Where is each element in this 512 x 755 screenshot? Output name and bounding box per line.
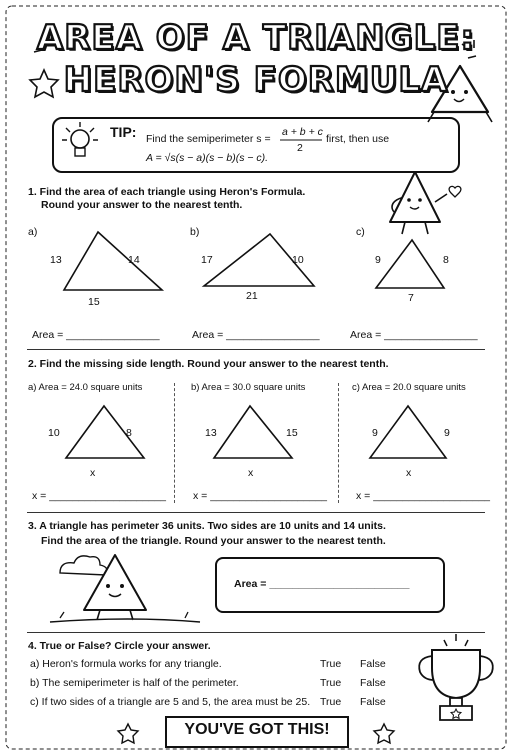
q2a-left-side: 10 (48, 427, 60, 439)
q1a-left-side: 13 (50, 254, 62, 266)
q2c-left-side: 9 (372, 427, 378, 439)
q1c-left-side: 9 (375, 254, 381, 266)
q4-heading: 4. True or False? Circle your answer. (28, 640, 211, 652)
q2c-right-side: 9 (444, 427, 450, 439)
q1a-right-side: 14 (128, 254, 140, 266)
q4a-false-option[interactable]: False (360, 658, 386, 670)
q3-subheading: Find the area of the triangle. Round your answer to the nearest tenth. (41, 535, 386, 547)
q1b-answer: Area = ________________ (192, 329, 320, 341)
tip-fraction-numerator: a + b + c (282, 126, 323, 138)
q2a-right-side: 8 (126, 427, 132, 439)
trophy-icon (419, 634, 493, 720)
q2-heading: 2. Find the missing side length. Round your answer to the nearest tenth. (28, 358, 389, 370)
tip-fraction-denominator: 2 (297, 142, 303, 154)
triangle-mascot-icon (50, 555, 200, 622)
q2a-answer: x = ____________________ (32, 490, 167, 502)
tip-text-1: Find the semiperimeter s = (146, 133, 271, 145)
q4c-statement: c) If two sides of a triangle are 5 and 5, the area must be 25. (30, 696, 311, 708)
divider (27, 349, 485, 350)
tip-text-2: first, then use (326, 133, 390, 145)
q1c-triangle (372, 236, 452, 292)
divider (27, 512, 485, 513)
star-icon (374, 724, 394, 743)
heart-icon (449, 186, 461, 197)
q1c-label: c) (356, 226, 365, 238)
q2a-label: a) Area = 24.0 square units (28, 382, 143, 393)
q2b-label: b) Area = 30.0 square units (191, 382, 306, 393)
q1c-answer: Area = ________________ (350, 329, 478, 341)
q2a-base: x (90, 467, 96, 479)
q4c-true-option[interactable]: True (320, 696, 342, 708)
q2b-right-side: 15 (286, 427, 298, 439)
q2c-answer: x = ____________________ (356, 490, 491, 502)
tip-formula: A = √s(s − a)(s − b)(s − c). (146, 152, 269, 164)
q1-heading: 1. Find the area of each triangle using Heron's Formula. (28, 186, 306, 198)
q4b-true-option[interactable]: True (320, 677, 342, 689)
q4b-statement: b) The semiperimeter is half of the perimeter. (30, 677, 239, 689)
q2b-left-side: 13 (205, 427, 217, 439)
page-title: AREA OF A TRIANGLE: (36, 18, 476, 58)
q3-heading: 3. A triangle has perimeter 36 units. Two sides are 10 units and 14 units. (28, 520, 386, 532)
q2c-base: x (406, 467, 412, 479)
q4a-statement: a) Heron's formula works for any triangle. (30, 658, 222, 670)
q1b-label: b) (190, 226, 200, 238)
q4c-false-option[interactable]: False (360, 696, 386, 708)
column-divider (338, 383, 339, 503)
page-subtitle: HERON'S FORMULA (63, 60, 449, 100)
q1a-label: a) (28, 226, 38, 238)
tip-label: TIP: (110, 124, 137, 140)
q1c-base: 7 (408, 292, 414, 304)
q1a-answer: Area = ________________ (32, 329, 160, 341)
q1c-right-side: 8 (443, 254, 449, 266)
q2c-triangle (366, 402, 452, 462)
q2b-base: x (248, 467, 254, 479)
q1b-right-side: 10 (292, 254, 304, 266)
triangle-mascot-icon (390, 172, 461, 234)
q2b-answer: x = ____________________ (193, 490, 328, 502)
q4b-false-option[interactable]: False (360, 677, 386, 689)
divider (27, 632, 485, 633)
q1a-base: 15 (88, 296, 100, 308)
q1b-base: 21 (246, 290, 258, 302)
q1a-triangle (60, 228, 170, 298)
q1b-left-side: 17 (201, 254, 213, 266)
column-divider (174, 383, 175, 503)
star-icon (118, 724, 138, 743)
q2c-label: c) Area = 20.0 square units (352, 382, 466, 393)
q2a-triangle (62, 402, 148, 462)
q2b-triangle (210, 402, 296, 462)
q1-subheading: Round your answer to the nearest tenth. (41, 199, 243, 211)
q4a-true-option[interactable]: True (320, 658, 342, 670)
q3-answer: Area = ________________________ (234, 578, 410, 590)
banner-text: YOU'VE GOT THIS! (184, 721, 330, 738)
